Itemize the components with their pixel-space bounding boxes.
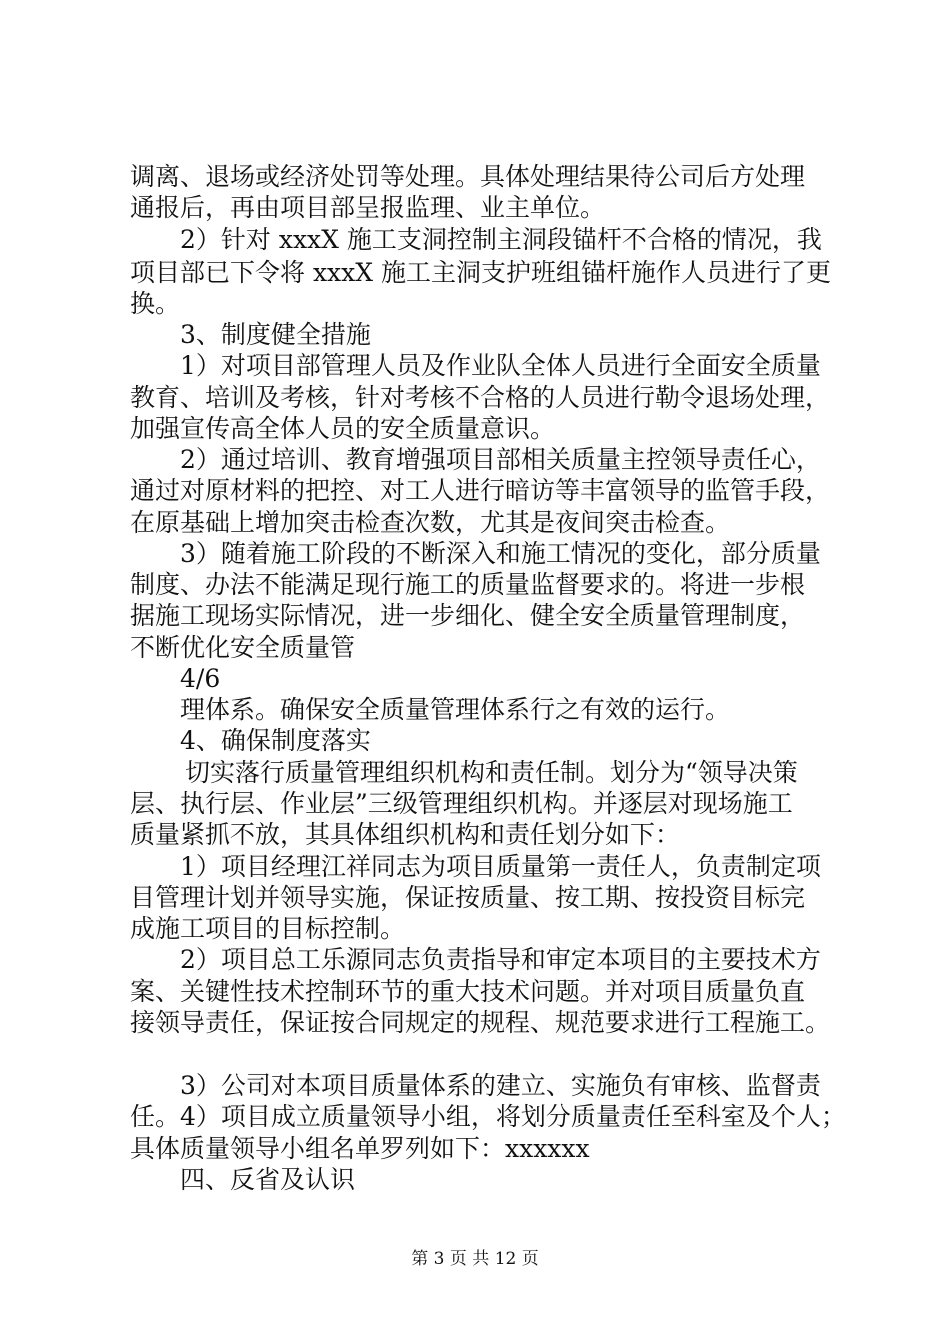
page-footer: 第 3 页 共 12 页 bbox=[411, 1249, 539, 1269]
section-heading: 4、确保制度落实 bbox=[180, 726, 371, 755]
text-line: 在原基础上增加突击检查次数，尤其是夜间突击检查。 bbox=[130, 508, 731, 537]
text-line: 教育、培训及考核，针对考核不合格的人员进行勒令退场处理， bbox=[130, 383, 831, 412]
text-line: 据施工现场实际情况，进一步细化、健全安全质量管理制度， bbox=[130, 601, 806, 630]
text-line: 项目部已下令将 xxxX 施工主洞支护班组锚杆施作人员进行了更 bbox=[130, 258, 831, 287]
text-line: 理体系。确保安全质量管理体系行之有效的运行。 bbox=[180, 695, 731, 724]
text-line: 成施工项目的目标控制。 bbox=[130, 914, 406, 943]
text-line: 换。 bbox=[130, 289, 181, 318]
text-line: 层、执行层、作业层”三级管理组织机构。并逐层对现场施工 bbox=[130, 789, 793, 818]
text-line: 调离、退场或经济处罚等处理。具体处理结果待公司后方处理 bbox=[130, 162, 806, 191]
text-line: 2）项目总工乐源同志负责指导和审定本项目的主要技术方 bbox=[180, 945, 821, 974]
page-fraction: 4/6 bbox=[180, 664, 221, 693]
text-line: 接领导责任，保证按合同规定的规程、规范要求进行工程施工。 bbox=[130, 1008, 831, 1037]
section-heading: 3、制度健全措施 bbox=[180, 320, 371, 349]
text-line: 案、关键性技术控制环节的重大技术问题。并对项目质量负直 bbox=[130, 977, 806, 1006]
text-line: 2）通过培训、教育增强项目部相关质量主控领导责任心， bbox=[180, 445, 821, 474]
text-line: 通过对原材料的把控、对工人进行暗访等丰富领导的监管手段， bbox=[130, 476, 831, 505]
text-line: 3）公司对本项目质量体系的建立、实施负有审核、监督责 bbox=[180, 1071, 821, 1100]
text-line: 不断优化安全质量管 bbox=[130, 633, 356, 662]
text-line: 任。4）项目成立质量领导小组，将划分质量责任至科室及个人； bbox=[130, 1102, 846, 1131]
section-heading: 四、反省及认识 bbox=[180, 1165, 356, 1194]
text-line: 1）项目经理江祥同志为项目质量第一责任人，负责制定项 bbox=[180, 852, 821, 881]
text-line: 切实落行质量管理组织机构和责任制。划分为“领导决策 bbox=[185, 758, 798, 787]
text-line: 通报后，再由项目部呈报监理、业主单位。 bbox=[130, 193, 606, 222]
text-line: 目管理计划并领导实施，保证按质量、按工期、按投资目标完 bbox=[130, 883, 806, 912]
text-line: 具体质量领导小组名单罗列如下：xxxxxx bbox=[130, 1134, 590, 1163]
text-line: 制度、办法不能满足现行施工的质量监督要求的。将进一步根 bbox=[130, 570, 806, 599]
text-line: 质量紧抓不放，其具体组织机构和责任划分如下： bbox=[130, 820, 681, 849]
text-line: 1）对项目部管理人员及作业队全体人员进行全面安全质量 bbox=[180, 351, 821, 380]
text-line: 2）针对 xxxX 施工支洞控制主洞段锚杆不合格的情况，我 bbox=[180, 225, 822, 254]
text-line: 3）随着施工阶段的不断深入和施工情况的变化，部分质量 bbox=[180, 539, 821, 568]
text-line: 加强宣传高全体人员的安全质量意识。 bbox=[130, 414, 556, 443]
